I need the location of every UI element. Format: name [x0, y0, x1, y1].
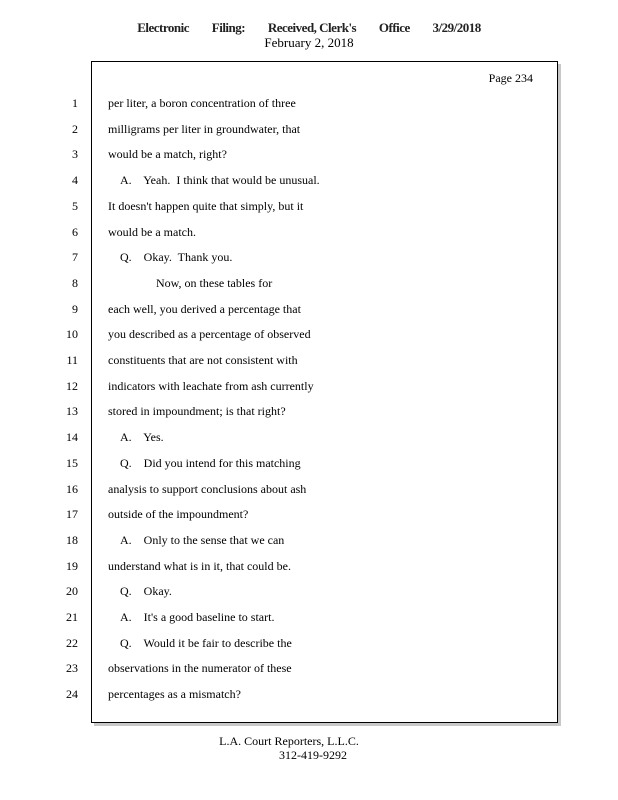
transcript-line: [66, 479, 552, 499]
line-text: analysis to support conclusions about ash: [108, 481, 307, 496]
line-text: Q. Okay. Thank you.: [120, 250, 233, 265]
transcript-line: [66, 530, 552, 550]
line-text: outside of the impoundment?: [108, 507, 249, 522]
transcript-line: [66, 633, 552, 653]
line-text: A. Yeah. I think that would be unusual.: [120, 173, 320, 188]
line-number: 3: [72, 147, 78, 162]
line-number: 5: [72, 198, 78, 213]
line-number: 1: [72, 96, 78, 110]
line-text: A. Yes.: [120, 430, 164, 445]
transcript-line: [72, 222, 552, 242]
line-text: per liter, a boron concentration of three: [108, 96, 296, 110]
transcript-line: [66, 401, 552, 421]
line-text: would be a match.: [108, 224, 196, 239]
transcript-line: [72, 247, 552, 267]
line-number: 7: [72, 250, 78, 265]
transcript-line: [66, 658, 552, 678]
transcript-line: [72, 93, 552, 113]
line-number: 8: [72, 275, 78, 290]
line-number: 12: [66, 378, 78, 393]
line-text: you described as a percentage of observed: [108, 327, 311, 342]
line-text: stored in impoundment; is that right?: [108, 404, 286, 419]
transcript-line: [66, 350, 552, 370]
line-number: 16: [66, 481, 78, 496]
transcript-line: [72, 299, 552, 319]
line-number: 6: [72, 224, 78, 239]
line-text: constituents that are not consistent with: [108, 353, 298, 367]
transcript-line: [72, 170, 552, 190]
filing-word-office: Office: [378, 20, 410, 35]
transcript-line: [66, 376, 552, 396]
line-number: 13: [66, 404, 78, 419]
line-number: 2: [72, 121, 78, 136]
line-text: A. Only to the sense that we can: [120, 532, 285, 547]
line-text: milligrams per liter in groundwater, that: [108, 121, 301, 136]
line-number: 22: [66, 635, 78, 650]
line-text: percentages as a mismatch?: [108, 687, 241, 702]
line-number: 23: [66, 661, 78, 676]
line-number: 11: [66, 353, 78, 367]
line-text: observations in the numerator of these: [108, 661, 292, 676]
filing-word-filing: Filing:: [211, 20, 246, 35]
line-number: 10: [66, 327, 78, 342]
filing-date: 3/29/2018: [432, 20, 481, 35]
deposition-date: February 2, 2018: [264, 35, 354, 50]
line-number: 18: [66, 532, 78, 547]
line-text: would be a match, right?: [108, 147, 227, 162]
transcript-line: [72, 273, 552, 293]
page-number: Page 234: [488, 71, 533, 85]
line-number: 15: [66, 455, 78, 470]
transcript-line: [66, 556, 552, 576]
line-number: 17: [66, 507, 78, 522]
transcript-line: [66, 607, 552, 627]
line-number: 19: [66, 558, 78, 573]
line-number: 20: [66, 584, 78, 599]
filing-word-received: Received, Clerk's: [267, 20, 357, 35]
filing-word-electronic: Electronic: [137, 20, 190, 35]
electronic-filing-stamp: [0, 20, 618, 36]
transcript-line: [72, 119, 552, 139]
footer-phone: 312-419-9292: [279, 748, 347, 762]
transcript-line: [72, 144, 552, 164]
line-number: 14: [66, 430, 78, 445]
line-text: each well, you derived a percentage that: [108, 301, 301, 316]
line-text: Q. Okay.: [120, 584, 172, 599]
line-number: 21: [66, 610, 78, 624]
line-number: 9: [72, 301, 78, 316]
line-text: Q. Did you intend for this matching: [120, 455, 301, 470]
line-number: 24: [66, 687, 78, 702]
line-text: Q. Would it be fair to describe the: [120, 635, 292, 650]
transcript-line: [66, 684, 552, 704]
line-text: indicators with leachate from ash currently: [108, 378, 314, 393]
transcript-line: [72, 196, 552, 216]
line-number: 4: [72, 173, 78, 188]
line-text: Now, on these tables for: [156, 275, 273, 290]
transcript-line: [66, 324, 552, 344]
line-text: It doesn't happen quite that simply, but it: [108, 198, 304, 213]
transcript-line: [66, 453, 552, 473]
transcript-line: [66, 504, 552, 524]
transcript-line: [66, 427, 552, 447]
line-text: A. It's a good baseline to start.: [120, 610, 275, 624]
transcript-page: [66, 61, 558, 723]
transcript-line: [66, 581, 552, 601]
footer-company: L.A. Court Reporters, L.L.C.: [219, 734, 359, 748]
line-text: understand what is in it, that could be.: [108, 558, 291, 573]
